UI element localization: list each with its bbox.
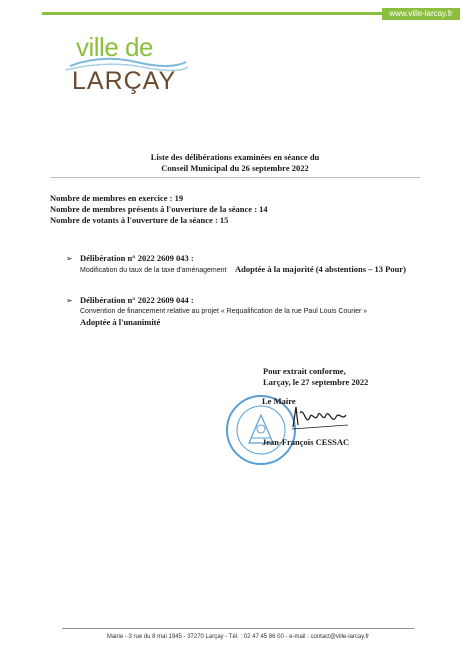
footer-divider [62, 628, 414, 629]
closing-block [263, 366, 368, 388]
members-counts [50, 193, 268, 226]
members-present: Nombre de membres présents à l'ouverture de la séance : 14 [50, 204, 268, 214]
logo-text-ville-de: ville de [76, 32, 153, 62]
signatory-role: Le Maire [262, 396, 296, 406]
footer-contact: Mairie - 3 rue du 8 mai 1945 - 37270 Larçay - Tél. : 02 47 45 86 00 - e-mail : contact@ville-larcay.fr [106, 634, 370, 640]
deliberation-number: Délibération n° 2022 2609 044 : [80, 295, 194, 305]
deliberation-number: Délibération n° 2022 2609 043 : [80, 253, 194, 263]
certification-text: Pour extrait conforme, [263, 366, 346, 376]
deliberation-item [66, 253, 426, 276]
logo-text-larcay: LARÇAY [72, 67, 177, 95]
title-divider [50, 177, 420, 178]
voters-count: Nombre de votants à l'ouverture de la séance : 15 [50, 215, 229, 225]
mayor-signature [290, 403, 350, 431]
town-logo [62, 32, 192, 102]
title-line-2: Conseil Municipal du 26 septembre 2022 [161, 163, 309, 173]
place-date: Larçay, le 27 septembre 2022 [263, 377, 369, 387]
deliberation-result: Adoptée à la majorité (4 abstentions – 13 Pour) [234, 264, 406, 274]
deliberation-subject: Modification du taux de la taxe d'aménagement [80, 267, 227, 274]
members-in-office: Nombre de membres en exercice : 19 [50, 193, 184, 203]
title-line-1: Liste des délibérations examinées en séance du [150, 152, 320, 162]
arrow-bullet-icon: ➢ [66, 254, 73, 263]
deliberation-item [66, 295, 426, 328]
arrow-bullet-icon: ➢ [66, 296, 73, 305]
deliberation-result: Adoptée à l'unanimité [80, 317, 161, 327]
header-url[interactable]: www.ville-larcay.fr [382, 8, 460, 20]
header-rule [42, 12, 382, 15]
signatory-name: Jean-François CESSAC [262, 437, 350, 447]
document-title [50, 152, 420, 174]
deliberation-subject: Convention de financement relative au projet « Requalification de la rue Paul Louis Courier » [80, 308, 368, 315]
